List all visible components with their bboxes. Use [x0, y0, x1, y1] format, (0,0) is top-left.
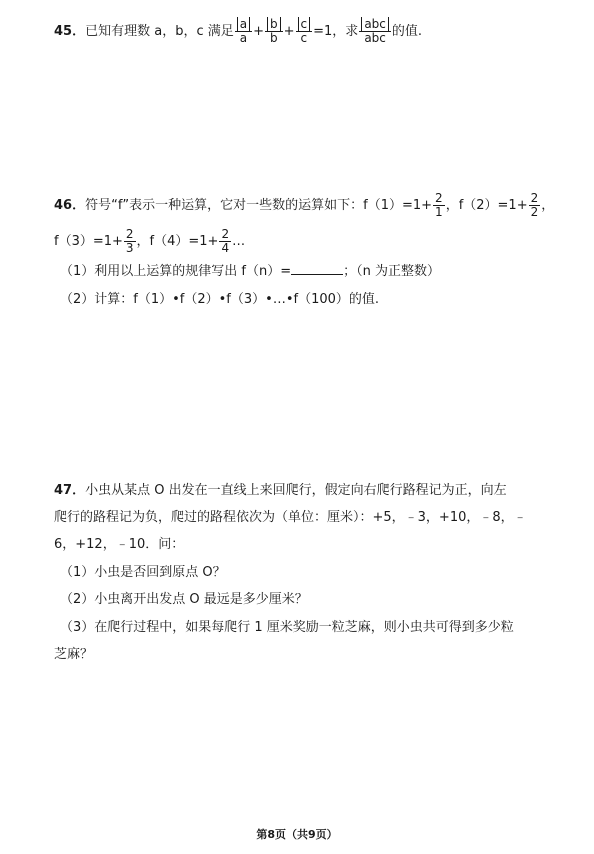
fraction-abs-c: $\frac{c}{c}$	[296, 18, 313, 45]
fraction-2-over-2: $\frac{2}{2}$	[530, 191, 539, 219]
question-text: 已知有理数 a，b，c 满足	[85, 24, 234, 39]
fraction-abs-a: $\frac{a}{a}$	[235, 18, 252, 45]
fraction-abs-abc: $\frac{\text{abc}}{\text{abc}}$	[359, 18, 391, 45]
question-47-sub-2: （2）小虫离开出发点 O 最远是多少厘米？	[60, 592, 308, 607]
question-46-sub-2: （2）计算：f（1）•f（2）•f（3）•…•f（100）的值.	[60, 292, 380, 307]
question-47-line-2: 爬行的路程记为负，爬过的路程依次为（单位：厘米）：+5，﹣3，+10，﹣8，﹣	[54, 510, 527, 525]
question-47-line-1: 47．小虫从某点 O 出发在一直线上来回爬行，假定向右爬行路程记为正，向左	[54, 483, 507, 498]
question-number: 46．	[54, 198, 86, 213]
fraction-2-over-3: $\frac{2}{3}$	[125, 227, 134, 255]
question-47-line-3: 6，+12，﹣10．问：	[54, 537, 185, 552]
fraction-2-over-1: $\frac{2}{1}$	[435, 191, 443, 219]
question-45: 45．已知有理数 a，b，c 满足 $\frac{a}{a}$ + $\frac{b}{b}$ + $\frac{c}{c}$ =1，求 $\frac{\text{abc}}{\text{abc}}$ 的值.	[54, 17, 423, 45]
fraction-2-over-4: $\frac{2}{4}$	[221, 227, 230, 255]
question-47-sub-3-line-2: 芝麻？	[54, 647, 94, 662]
page-footer: 第8页（共9页）	[256, 828, 338, 841]
question-number: 47．	[54, 483, 86, 498]
question-46-line-2: f（3）=1+ $\frac{2}{3}$ ，f（4）=1+ $\frac{2}{4}$ …	[54, 227, 246, 255]
question-46-sub-1: （1）利用以上运算的规律写出 f（n）= ；（n 为正整数）	[60, 264, 440, 279]
question-46-line-1: 46．符号“f”表示一种运算，它对一些数的运算如下：f（1）=1+ $\frac{2}{1}$ ，f（2）=1+ $\frac{2}{2}$ ，	[54, 191, 555, 219]
question-47-sub-1: （1）小虫是否回到原点 O？	[60, 565, 226, 580]
answer-blank	[291, 262, 343, 275]
question-number: 45．	[54, 24, 86, 39]
fraction-abs-b: $\frac{b}{b}$	[265, 18, 283, 45]
question-47-sub-3-line-1: （3）在爬行过程中，如果每爬行 1 厘米奖励一粒芝麻，则小虫共可得到多少粒	[60, 620, 514, 635]
